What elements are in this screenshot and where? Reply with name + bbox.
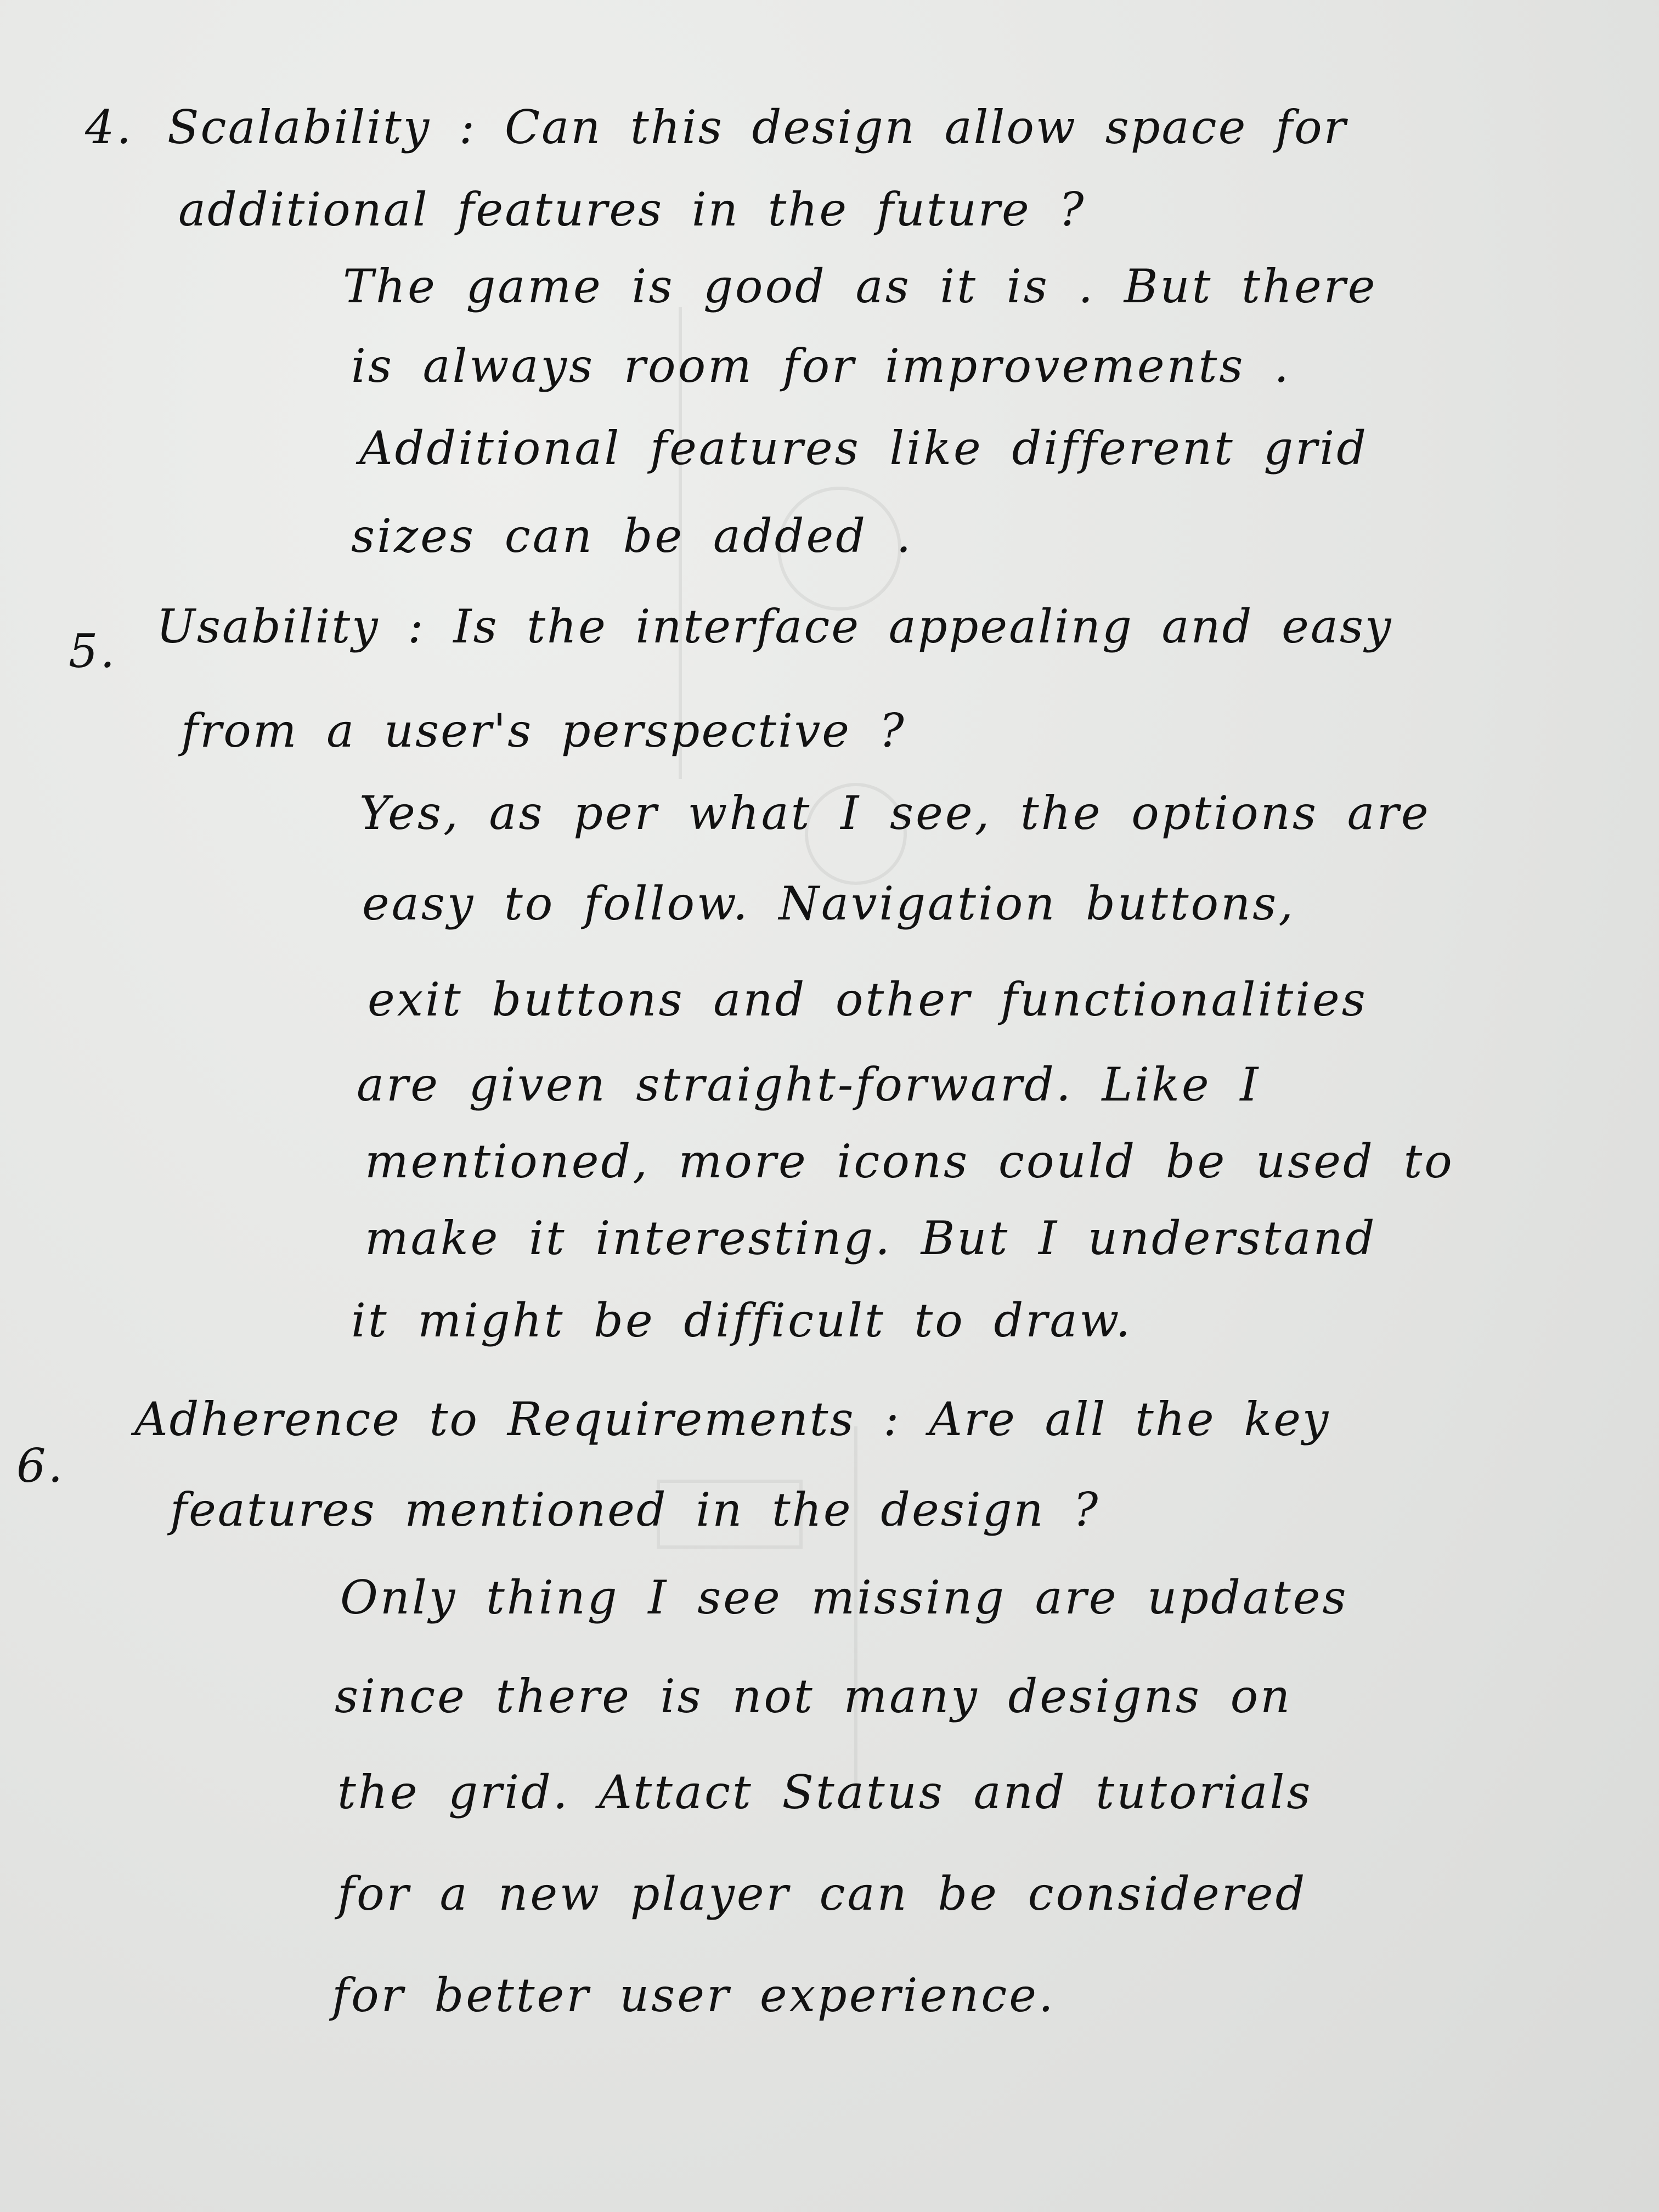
answer-line: Additional features like different grid xyxy=(359,421,1368,475)
answer-line: it might be difficult to draw. xyxy=(351,1294,1133,1347)
question-line: Scalability : Can this design allow space for xyxy=(167,100,1347,154)
answer-line: are given straight-forward. Like I xyxy=(357,1058,1261,1111)
answer-line: The game is good as it is . But there xyxy=(343,259,1378,313)
answer-line: Yes, as per what I see, the options are xyxy=(359,786,1431,840)
answer-line: is always room for improvements . xyxy=(351,339,1291,393)
answer-line: for better user experience. xyxy=(332,1968,1056,2022)
answer-line: Only thing I see missing are updates xyxy=(340,1571,1348,1624)
section-number: 5. xyxy=(69,624,117,678)
answer-line: mentioned, more icons could be used to xyxy=(365,1135,1454,1188)
answer-line: for a new player can be considered xyxy=(337,1867,1307,1921)
question-line: Adherence to Requirements : Are all the key xyxy=(134,1392,1330,1446)
section-number: 4. xyxy=(85,100,134,154)
answer-line: since there is not many designs on xyxy=(335,1669,1293,1723)
question-line: features mentioned in the design ? xyxy=(170,1483,1100,1537)
answer-line: make it interesting. But I understand xyxy=(365,1211,1377,1265)
question-line: additional features in the future ? xyxy=(178,183,1086,236)
answer-line: exit buttons and other functionalities xyxy=(368,973,1368,1026)
question-line: Usability : Is the interface appealing and easy xyxy=(156,600,1393,653)
answer-line: the grid. Attact Status and tutorials xyxy=(337,1765,1313,1819)
question-line: from a user's perspective ? xyxy=(181,704,906,758)
answer-line: sizes can be added . xyxy=(351,509,913,563)
answer-line: easy to follow. Navigation buttons, xyxy=(362,877,1295,930)
section-number: 6. xyxy=(16,1439,65,1493)
